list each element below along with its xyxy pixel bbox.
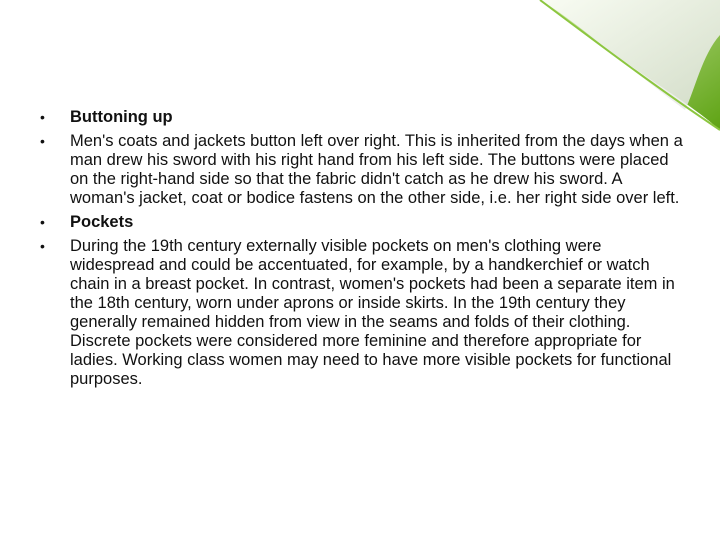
paragraph-pockets: During the 19th century externally visible pockets on men's clothing were widespread and could be accentuated, for example, by a handkerchief or watch chain in a breast pocket. In contrast, women's pockets had been a separate item in the 18th century, worn under aprons or inside skirts. In the 19th century they generally remained hidden from view in the seams and folds of their clothing. Discrete pockets were considered more feminine and therefore appropriate for ladies. Working class women may need to have more visible pockets for functional purposes. [70, 237, 675, 388]
bullet-marker: • [40, 133, 45, 149]
bullet-list [38, 108, 688, 394]
paragraph-buttoning: Men's coats and jackets button left over right. This is inherited from the days when a man drew his sword with his right hand from his left side. The buttons were placed on the right-hand side so that the fabric didn't catch as he drew his sword. A woman's jacket, coat or bodice fastens on the other side, i.e. her right side over left. [70, 132, 683, 207]
bullet-marker: • [40, 109, 45, 125]
heading-pockets: Pockets [70, 213, 134, 231]
bullet-item [38, 237, 688, 389]
bullet-item [38, 108, 688, 127]
bullet-marker: • [40, 238, 45, 254]
bullet-item [38, 132, 688, 208]
bullet-marker: • [40, 214, 45, 230]
bullet-item [38, 213, 688, 232]
heading-buttoning-up: Buttoning up [70, 108, 173, 126]
